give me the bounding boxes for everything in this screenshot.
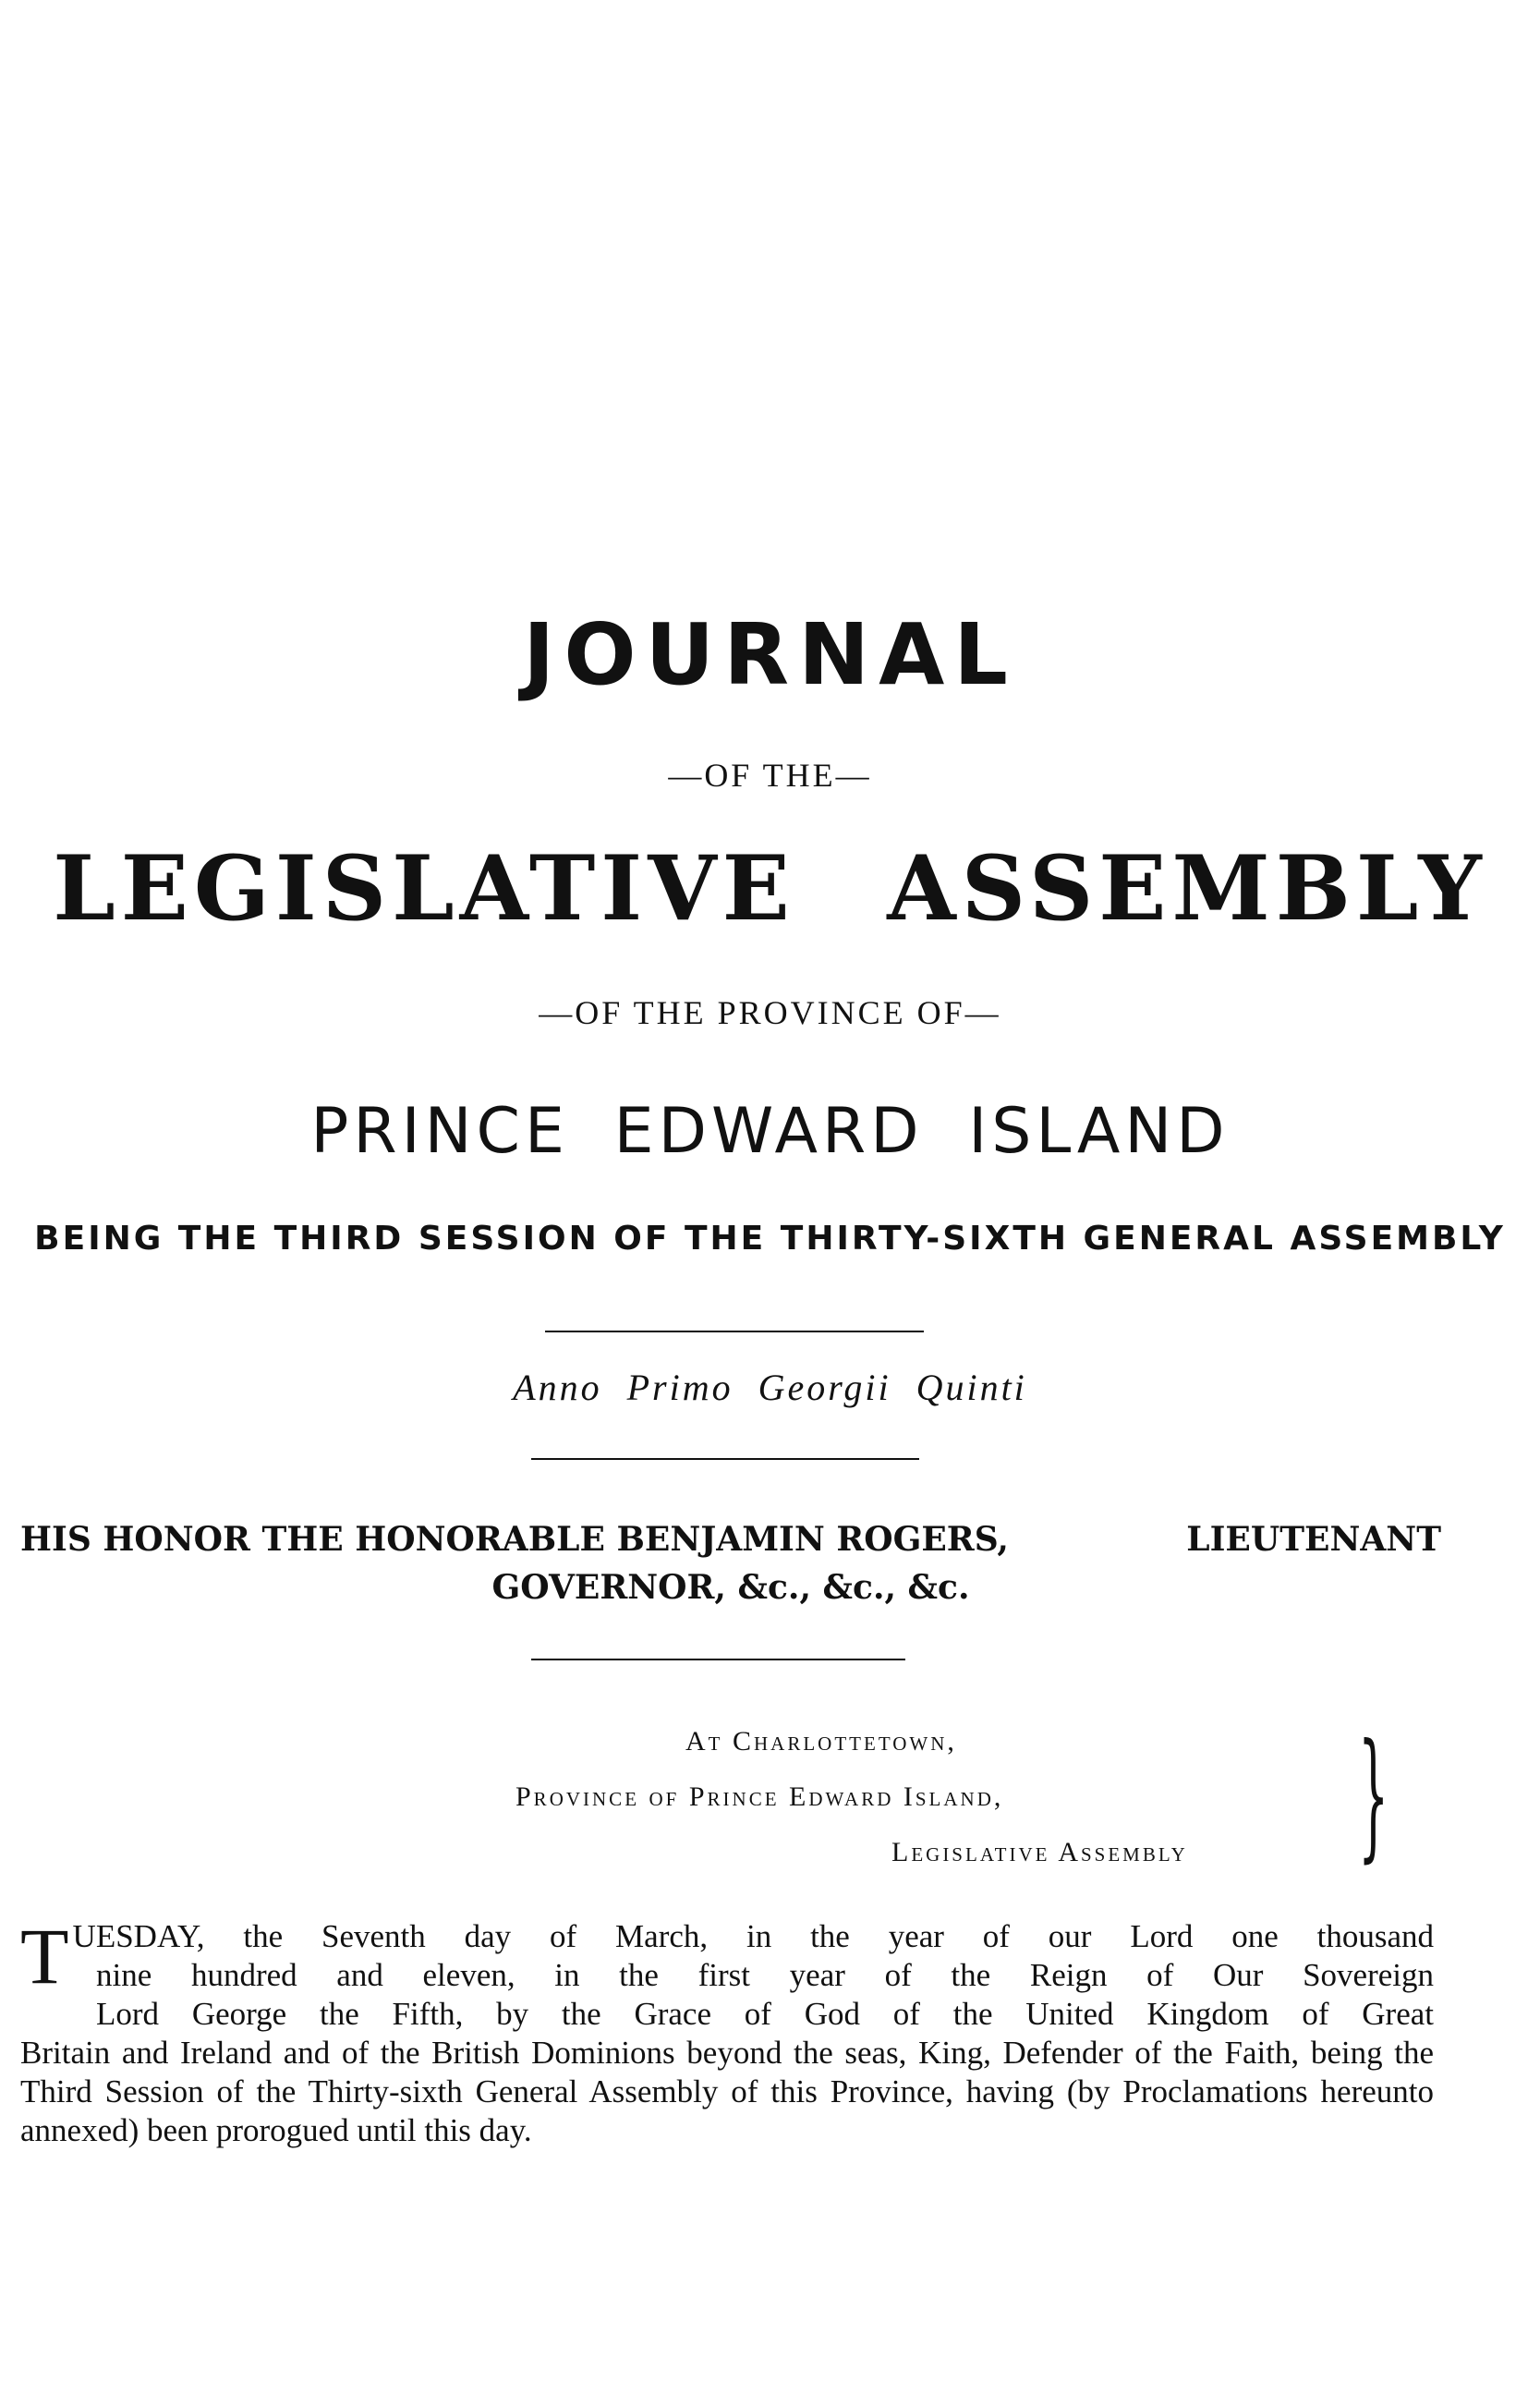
address-line-3: Legislative Assembly xyxy=(891,1837,1188,1867)
anno-line: Anno Primo Georgii Quinti xyxy=(513,1367,1027,1408)
drop-cap: T xyxy=(20,1912,69,2000)
paragraph-line-3: Lord George the Fifth, by the Grace of God of the United Kingdom of Great xyxy=(96,1996,1434,2032)
province-title: PRINCE EDWARD ISLAND xyxy=(310,1095,1230,1168)
legislative-assembly-title: LEGISLATIVE ASSEMBLY xyxy=(53,836,1487,941)
rule-3 xyxy=(531,1659,905,1660)
honor-name: HIS HONOR THE HONORABLE BENJAMIN ROGERS, xyxy=(20,1520,1009,1559)
honor-line-2: GOVERNOR, &c., &c., &c. xyxy=(491,1568,970,1607)
honor-title: LIEUTENANT xyxy=(1186,1520,1441,1559)
address-brace: } xyxy=(1358,1715,1389,1876)
opening-paragraph xyxy=(20,1912,1434,2150)
honor-block xyxy=(20,1515,1441,1611)
journal-title: JOURNAL xyxy=(523,605,1017,704)
address-line-2: Province of Prince Edward Island, xyxy=(515,1781,1004,1812)
paragraph-line-2: nine hundred and eleven, in the first year of the Reign of Our Sovereign xyxy=(96,1957,1434,1993)
honor-line-1 xyxy=(20,1515,1441,1563)
paragraph-line-1: UESDAY, the Seventh day of March, in the year of our Lord one thousand xyxy=(72,1918,1434,1954)
of-the-line: —OF THE— xyxy=(668,757,872,794)
address-line-1: At Charlottetown, xyxy=(685,1726,957,1757)
rule-1 xyxy=(545,1331,924,1332)
session-line: BEING THE THIRD SESSION OF THE THIRTY-SIXTH GENERAL ASSEMBLY xyxy=(34,1220,1506,1258)
paragraph-rest: Britain and Ireland and of the British Dominions beyond the seas, King, Defender of the Faith, being the Third Session of the Thirty-sixth General Assembly of this Province, having (by Proclamations hereunto annexed) been prorogued until this day. xyxy=(20,2035,1434,2148)
rule-2 xyxy=(531,1458,919,1460)
of-province-line: —OF THE PROVINCE OF— xyxy=(539,994,1001,1031)
